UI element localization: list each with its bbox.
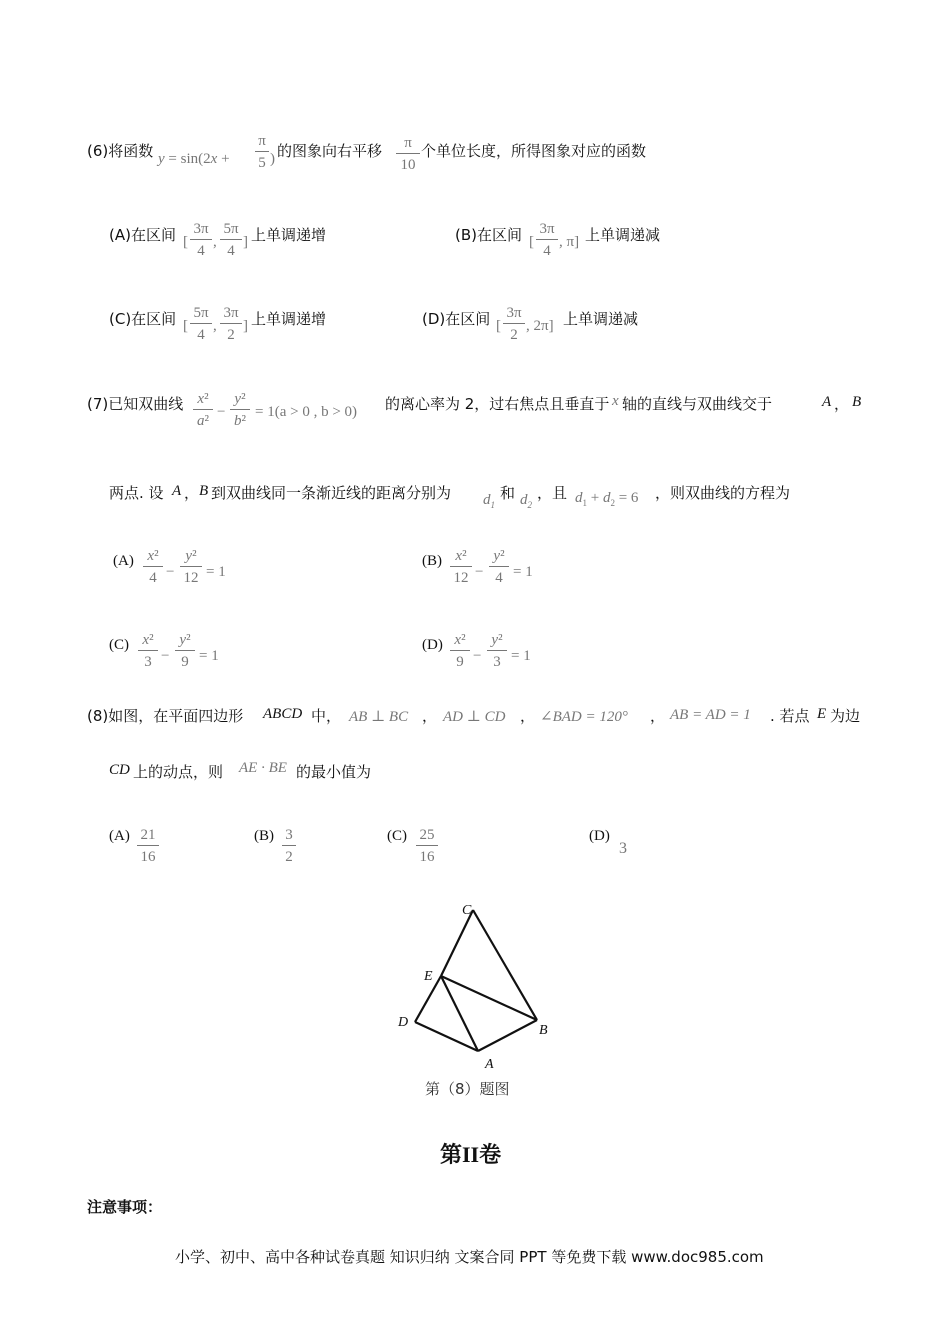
q8-option-a-frac: 21 16: [137, 826, 159, 866]
q6-option-b-lbracket: [: [529, 234, 534, 250]
q6-option-a-frac1: 3π 4: [190, 220, 212, 260]
figure-label-b: B: [539, 1023, 548, 1038]
q7-option-c-xfrac: x² 3: [138, 631, 158, 671]
footer: 小学、初中、高中各种试卷真题 知识归纳 文案合同 PPT 等免费下载 www.doc985.com: [175, 1248, 764, 1266]
q7-option-a-label: (A): [113, 553, 134, 569]
q6-option-d-text: 上单调递减: [563, 310, 639, 328]
q6-option-d-lbracket: [: [496, 318, 501, 334]
section-title: 第II卷: [440, 1142, 502, 1167]
figure-edge-ab: [478, 1020, 537, 1051]
q7-option-a-xfrac: x² 4: [143, 547, 163, 587]
q8-line2-b: 的最小值为: [296, 763, 372, 781]
q7-pt-a: A: [822, 394, 832, 410]
q8-cond-4: AB = AD = 1: [670, 707, 751, 723]
q6-option-d-end: , 2π]: [526, 318, 554, 334]
q7-option-a-yfrac: y² 12: [180, 547, 202, 587]
q8-option-c-frac: 25 16: [416, 826, 438, 866]
q7-d2: $d_2$: [520, 492, 532, 510]
q7-eq-y-frac: y² b²: [230, 390, 250, 430]
q8-option-b-frac: 3 2: [282, 826, 296, 866]
q6-option-b-frac1: 3π 4: [536, 220, 558, 260]
q7-option-b-yfrac: y² 4: [489, 547, 509, 587]
figure-label-a: A: [485, 1057, 494, 1072]
q8-figure: [390, 898, 560, 1103]
figure-edge-ce: [441, 910, 473, 976]
q6-tail: 个单位长度，所得图象对应的函数: [421, 142, 647, 160]
q8-option-a-label: (A): [109, 828, 130, 844]
figure-edge-ea: [441, 976, 478, 1051]
q6-option-c-text: 上单调递增: [251, 310, 327, 328]
q6-label: (6)将函数: [87, 142, 154, 160]
q8-line2-a: 上的动点，则: [133, 763, 224, 781]
q7-option-c-yfrac: y² 9: [175, 631, 195, 671]
q7-line2-pt-b: B: [199, 483, 209, 499]
figure-label-c: C: [462, 903, 472, 918]
q6-option-c-label: (C)在区间: [109, 310, 177, 328]
q6-option-c-comma: ,: [213, 318, 217, 334]
q8-sep-2: ，: [520, 707, 536, 725]
q6-option-a-text: 上单调递增: [251, 226, 327, 244]
q8-abcd: ABCD: [263, 706, 303, 722]
q7-line2-c: ，则双曲线的方程为: [655, 484, 791, 502]
q7-line2-pt-a: A: [172, 483, 182, 499]
q6-option-a-rbracket: ]: [243, 234, 248, 250]
q8-tail: . 若点: [770, 707, 810, 725]
q6-option-c-frac1: 5π 4: [190, 304, 212, 344]
figure-edge-bc: [473, 910, 537, 1020]
q8-mid: 中，: [311, 707, 342, 725]
figure-edge-da: [415, 1022, 478, 1051]
q8-line2-cd: CD: [109, 762, 130, 778]
q7-comma: ，: [834, 395, 850, 413]
figure-label-d: D: [398, 1015, 409, 1030]
q8-e: E: [817, 706, 827, 722]
q7-pt-b: B: [852, 394, 862, 410]
q7-option-b-xfrac: x² 12: [450, 547, 472, 587]
q6-option-b-text: 上单调递减: [585, 226, 661, 244]
figure-label-e: E: [424, 969, 433, 984]
q8-sep-3: ，: [650, 707, 666, 725]
q6-option-c-lbracket: [: [183, 318, 188, 334]
q6-option-d-label: (D)在区间: [422, 310, 491, 328]
q8-sep-1: ，: [422, 707, 438, 725]
q8-dot-product: AE · BE: [239, 760, 287, 776]
q7-sum: $d_1 + d_2 = 6$: [575, 490, 639, 508]
q8-cond-1: AB ⊥ BC: [349, 709, 409, 725]
q6-shift-frac: π 10: [396, 134, 420, 174]
q7-option-b-eq: = 1: [513, 564, 533, 580]
notes-heading: 注意事项：: [87, 1198, 163, 1216]
q7-option-d-yfrac: y² 3: [487, 631, 507, 671]
q6-option-b-label: (B)在区间: [455, 226, 522, 244]
q7-option-b-label: (B): [422, 553, 442, 569]
q6-func: y = sin(2x +: [158, 151, 230, 167]
q7-eq-x-frac: x² a²: [193, 390, 213, 430]
q6-func-close: ): [270, 151, 275, 167]
q7-line2-comma: ，: [184, 484, 200, 502]
q7-option-d-eq: = 1: [511, 648, 531, 664]
q8-label: (8)如图，在平面四边形: [87, 707, 244, 725]
q7-line2-b: 到双曲线同一条渐近线的距离分别为: [211, 484, 452, 502]
q7-option-c-eq: = 1: [199, 648, 219, 664]
q7-and2: ，且: [537, 484, 568, 502]
q7-eq-minus: −: [217, 404, 226, 420]
q6-option-d-frac1: 3π 2: [503, 304, 525, 344]
q7-option-c-minus: −: [161, 648, 170, 664]
q7-eq-cond: = 1(a > 0 , b > 0): [255, 404, 358, 420]
q6-mid: 的图象向右平移: [277, 142, 383, 160]
q7-d1: $d_1$: [483, 492, 495, 510]
q6-func-frac: π 5: [255, 132, 269, 172]
q7-option-a-minus: −: [166, 564, 175, 580]
q7-option-d-xfrac: x² 9: [450, 631, 470, 671]
q6-option-b-end: , π]: [559, 234, 580, 250]
q8-option-b-label: (B): [254, 828, 274, 844]
q7-option-d-minus: −: [473, 648, 482, 664]
q6-option-a-lbracket: [: [183, 234, 188, 250]
q8-cond-3: ∠BAD = 120°: [540, 709, 628, 725]
q7-x-axis: x: [612, 393, 619, 409]
q7-option-b-minus: −: [475, 564, 484, 580]
q7-option-c-label: (C): [109, 637, 129, 653]
q6-option-a-label: (A)在区间: [109, 226, 176, 244]
figure-edge-eb: [441, 976, 537, 1020]
q7-label: (7)已知双曲线: [87, 395, 184, 413]
q6-option-c-frac2: 3π 2: [220, 304, 242, 344]
q6-option-a-comma: ,: [213, 234, 217, 250]
q7-option-a-eq: = 1: [206, 564, 226, 580]
q8-option-d-label: (D): [589, 828, 610, 844]
q7-line1-tail: 的离心率为 2，过右焦点且垂直于: [385, 395, 610, 413]
q8-cond-2: AD ⊥ CD: [443, 709, 506, 725]
q7-and: 和: [500, 484, 516, 502]
q6-option-a-frac2: 5π 4: [220, 220, 242, 260]
q8-option-d-value: 3: [619, 840, 627, 857]
q7-line1-tail2: 轴的直线与双曲线交于: [622, 395, 773, 413]
q8-option-c-label: (C): [387, 828, 407, 844]
q7-option-d-label: (D): [422, 637, 443, 653]
figure-caption: 第（8）题图: [425, 1080, 510, 1098]
q8-tail2: 为边: [830, 707, 861, 725]
q6-option-c-rbracket: ]: [243, 318, 248, 334]
q7-line2-a: 两点. 设: [109, 484, 164, 502]
